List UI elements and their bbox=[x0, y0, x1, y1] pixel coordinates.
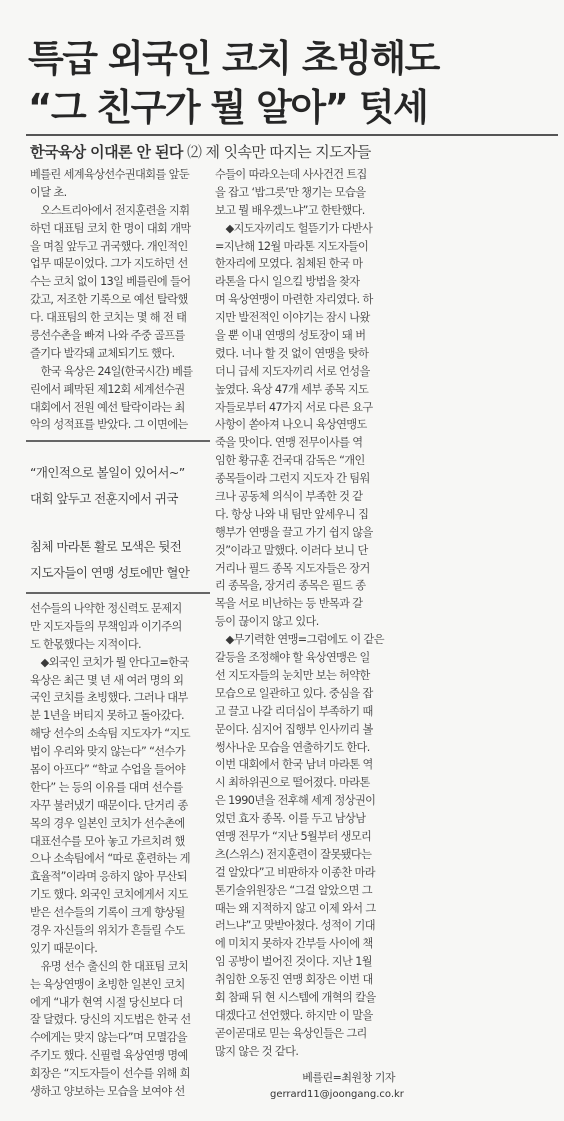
article-line: 이번 대회에서 한국 남녀 마라톤 역 bbox=[215, 758, 373, 772]
article-line: 자꾸 불러냈기 때문이다. 단거리 종 bbox=[30, 798, 188, 812]
pull-quote-bottom-rule bbox=[26, 592, 210, 594]
article-line: 목의 경우 일본인 코치가 선수촌에 bbox=[30, 816, 185, 830]
article-line: 몸이 아프다” “학교 수업을 들어야 bbox=[30, 763, 185, 777]
article-line: 많지 않은 것 같다. bbox=[215, 1044, 299, 1058]
article-line: 지만 발전적인 이야기는 잠시 나왔 bbox=[215, 311, 370, 325]
article-line: 다. 대표팀의 한 코치는 몇 해 전 태 bbox=[30, 311, 187, 325]
article-line: 모습으로 일관하고 있다. 중심을 잡 bbox=[215, 686, 373, 700]
article-line: 톤기술위원장은 “그걸 알았으면 그 bbox=[215, 883, 372, 897]
article-line: 임한 황규훈 건국대 감독은 “개인 bbox=[215, 454, 365, 468]
article-line: 등이 끊이지 않고 있다. bbox=[215, 615, 319, 629]
article-line: 해당 선수의 소속팀 지도자가 “지도 bbox=[30, 727, 190, 741]
article-line: 렸다. 너나 할 것 없이 연맹을 탓하 bbox=[215, 346, 369, 360]
article-line: 대회에서 전원 예선 탈락이라는 최 bbox=[30, 400, 185, 414]
article-line: 다. 항상 나와 내 팀만 앞세우니 집 bbox=[215, 507, 369, 521]
article-line: 러느냐”고 맞받아쳤다. 성적이 기대 bbox=[215, 919, 375, 933]
article-line: 었던 효자 종목. 이를 두고 남상남 bbox=[215, 812, 366, 826]
article-line: 도 한몫했다는 지적이다. bbox=[30, 637, 141, 651]
article-line: 법이 우리와 맞지 않는다” “선수가 bbox=[30, 745, 185, 759]
article-line: 더니 급세 지도자끼리 서로 언성을 bbox=[215, 364, 370, 378]
article-column-left-bottom bbox=[30, 600, 205, 1101]
article-line: 회 참패 뒤 현 시스템에 개혁의 칼을 bbox=[215, 990, 376, 1004]
article-line: 에 미치지 못하자 간부들 사이에 책 bbox=[215, 937, 373, 951]
pull-quote-top-rule bbox=[26, 440, 210, 442]
article-line: 행부가 연맹을 끌고 가기 쉽지 않을 bbox=[215, 525, 373, 539]
article-line: 만 지도자들의 무책임과 이기주의 bbox=[30, 619, 182, 633]
subheadline bbox=[30, 141, 371, 162]
article-line: 라톤을 다시 일으킬 방법을 찾자 bbox=[215, 275, 360, 289]
article-line: 연맹 전무가 “지난 5월부터 생모리 bbox=[215, 829, 372, 843]
article-line: 을 잡고 ‘밥그릇’만 챙기는 모습을 bbox=[215, 185, 366, 199]
article-line: 회장은 “지도자들이 선수를 위해 희 bbox=[30, 1067, 190, 1081]
article-line: 으나 소속팀에서 “따로 훈련하는 게 bbox=[30, 852, 190, 866]
article-line: 크나 공동체 의식이 부족한 것 같 bbox=[215, 490, 363, 504]
article-line: ◆외국인 코치가 뭘 안다고=한국 bbox=[30, 655, 189, 669]
article-line: 린에서 폐막된 제12회 세계선수권 bbox=[30, 382, 185, 396]
pull-quote-2-line-1: 침체 마라톤 활로 모색은 뒷전 bbox=[30, 539, 182, 554]
article-line: ◆무기력한 연맹=그럼에도 이 같은 bbox=[215, 633, 384, 647]
article-line: 을 뿐 이내 연맹의 성토장이 돼 버 bbox=[215, 329, 366, 343]
pull-quote-2-line-2: 지도자들이 연맹 성토에만 혈안 bbox=[30, 565, 190, 580]
headline-rule bbox=[26, 134, 558, 136]
article-line: 생하고 양보하는 모습을 보여야 선 bbox=[30, 1085, 185, 1099]
article-line: 보고 뭘 배우겠느냐”고 한탄했다. bbox=[215, 203, 365, 217]
series-topic: 제 잇속만 따지는 지도자들 bbox=[205, 143, 371, 161]
article-line: 종목들이라 그런지 지도자 간 팀워 bbox=[215, 472, 370, 486]
article-line: 것”이라고 말했다. 이러다 보니 단 bbox=[215, 543, 368, 557]
article-line: 리 종목을, 장거리 종목은 필드 종 bbox=[215, 579, 366, 593]
article-line: 잘 달렸다. 당신의 지도법은 한국 선 bbox=[30, 1013, 191, 1027]
article-line: 며 육상연맹이 마련한 자리였다. 하 bbox=[215, 293, 373, 307]
headline-line-1: 특급 외국인 코치 초빙해도 bbox=[28, 37, 439, 80]
article-line: 임 공방이 벌어진 것이다. 지난 1월 bbox=[215, 955, 372, 969]
article-line: 을 며칠 앞두고 귀국했다. 개인적인 bbox=[30, 239, 188, 253]
article-line: 사항이 쏟아져 나오니 육상연맹도 bbox=[215, 418, 367, 432]
article-column-left-top bbox=[30, 166, 205, 434]
article-line: 주기도 했다. 신필렬 육상연맹 명예 bbox=[30, 1049, 188, 1063]
article-line: 곧이곧대로 믿는 육상인들은 그리 bbox=[215, 1026, 367, 1040]
article-column-right bbox=[215, 166, 395, 1061]
reporter-email: gerrard11@joongang.co.kr bbox=[270, 1089, 404, 1100]
article-line: 걸 알았다”고 비판하자 이종찬 마라 bbox=[215, 865, 375, 879]
article-line: =지난해 12월 마라톤 지도자들이 bbox=[215, 239, 369, 253]
article-line: 있기 때문이다. bbox=[30, 941, 98, 955]
article-line: 베를린 세계육상선수권대회를 앞둔 bbox=[30, 168, 190, 181]
article-line: 한다” 는 등의 이유를 대며 선수를 bbox=[30, 780, 183, 794]
article-line: 높였다. 육상 47개 세부 종목 지도 bbox=[215, 382, 369, 396]
article-line: 유명 선수 출신의 한 대표팀 코치 bbox=[30, 959, 189, 973]
article-line: 츠(스위스) 전지훈련이 잘못됐다는 bbox=[215, 847, 372, 861]
article-line: 릉선수촌을 빠져 나와 주중 골프를 bbox=[30, 329, 185, 343]
article-line: 분 1년을 버티지 못하고 돌아갔다. bbox=[30, 709, 184, 723]
article-line: 고 끌고 나갈 리더십이 부족하기 때 bbox=[215, 704, 373, 718]
article-line: 갔고, 저조한 기록으로 예선 탈락했 bbox=[30, 293, 188, 307]
article-line: 선수들의 나약한 정신력도 문제지 bbox=[30, 602, 182, 615]
article-line: 대표선수를 모아 놓고 가르치려 했 bbox=[30, 834, 185, 848]
article-line: 한국 육상은 24일(한국시간) 베를 bbox=[30, 364, 193, 378]
headline bbox=[28, 34, 558, 132]
series-title: 한국육상 이대론 안 된다 bbox=[30, 143, 183, 161]
article-line: 수는 코치 없이 13일 베를린에 들어 bbox=[30, 275, 191, 289]
article-line: 자들로부터 47가지 서로 다른 요구 bbox=[215, 400, 373, 414]
article-line: 국인 코치를 초빙했다. 그러나 대부 bbox=[30, 691, 188, 705]
article-line: 거리나 필드 종목 지도자들은 장거 bbox=[215, 561, 370, 575]
article-line: 목을 서로 비난하는 등 반목과 갈 bbox=[215, 597, 363, 611]
article-line: 업무 때문이었다. 그가 지도하던 선 bbox=[30, 257, 188, 271]
article-line: 는 육상연맹이 초빙한 일본인 코치 bbox=[30, 977, 185, 991]
pull-quote-1-line-2: 대회 앞두고 전훈지에서 귀국 bbox=[30, 491, 178, 506]
article-line: 문이다. 심지어 집행부 인사끼리 볼 bbox=[215, 722, 373, 736]
article-line: 수들이 따라오는데 사사건건 트집 bbox=[215, 168, 367, 181]
article-line: 썽사나운 모습을 연출하기도 한다. bbox=[215, 740, 370, 754]
series-part: ⑵ bbox=[186, 143, 202, 161]
article-line: 악의 성적표를 받았다. 그 이면에는 bbox=[30, 418, 188, 432]
article-line: 대겠다고 선언했다. 하지만 이 말을 bbox=[215, 1008, 373, 1022]
article-line: 받은 선수들의 기록이 크게 향상될 bbox=[30, 906, 185, 920]
article-line: 시 최하위권으로 떨어졌다. 마라톤 bbox=[215, 776, 370, 790]
headline-line-2: “그 친구가 뭘 알아” 텃세 bbox=[28, 86, 428, 129]
article-line: 기도 했다. 외국인 코치에게서 지도 bbox=[30, 888, 188, 902]
pull-quote-1-line-1: “개인적으로 볼일이 있어서~” bbox=[30, 465, 185, 480]
article-line: 선 지도자들의 눈치만 보는 허약한 bbox=[215, 668, 370, 682]
article-line: 한자리에 모였다. 침체된 한국 마 bbox=[215, 257, 363, 271]
article-line: 취임한 오동진 연맹 회장은 이번 대 bbox=[215, 973, 373, 987]
article-line: 즐기다 발각돼 교체되기도 했다. bbox=[30, 346, 175, 360]
article-line: ◆지도자끼리도 헐뜯기가 다반사 bbox=[215, 221, 373, 235]
article-line: 수에게는 맞지 않는다”며 모멸감을 bbox=[30, 1031, 187, 1045]
article-line: 하던 대표팀 코치 한 명이 대회 개막 bbox=[30, 221, 191, 235]
byline: 베를린=최원창 기자 bbox=[302, 1071, 395, 1084]
article-line: 경우 자신들의 위치가 흔들릴 수도 bbox=[30, 924, 185, 938]
article-line: 죽을 맛이다. 연맹 전무이사를 역 bbox=[215, 436, 363, 450]
article-line: 이달 초. bbox=[30, 185, 67, 199]
article-line: 육상은 최근 몇 년 새 여러 명의 외 bbox=[30, 673, 184, 687]
article-line: 때는 왜 지적하지 않고 이제 와서 그 bbox=[215, 901, 376, 915]
article-line: 오스트리아에서 전지훈련을 지휘 bbox=[30, 203, 190, 217]
article-line: 에게 “내가 현역 시절 당신보다 더 bbox=[30, 995, 183, 1009]
article-line: 은 1990년을 전후해 세계 정상권이 bbox=[215, 794, 376, 808]
article-line: 효율적”이라며 응하지 않아 무산되 bbox=[30, 870, 187, 884]
article-line: 갈등을 조정해야 할 육상연맹은 일 bbox=[215, 651, 370, 665]
